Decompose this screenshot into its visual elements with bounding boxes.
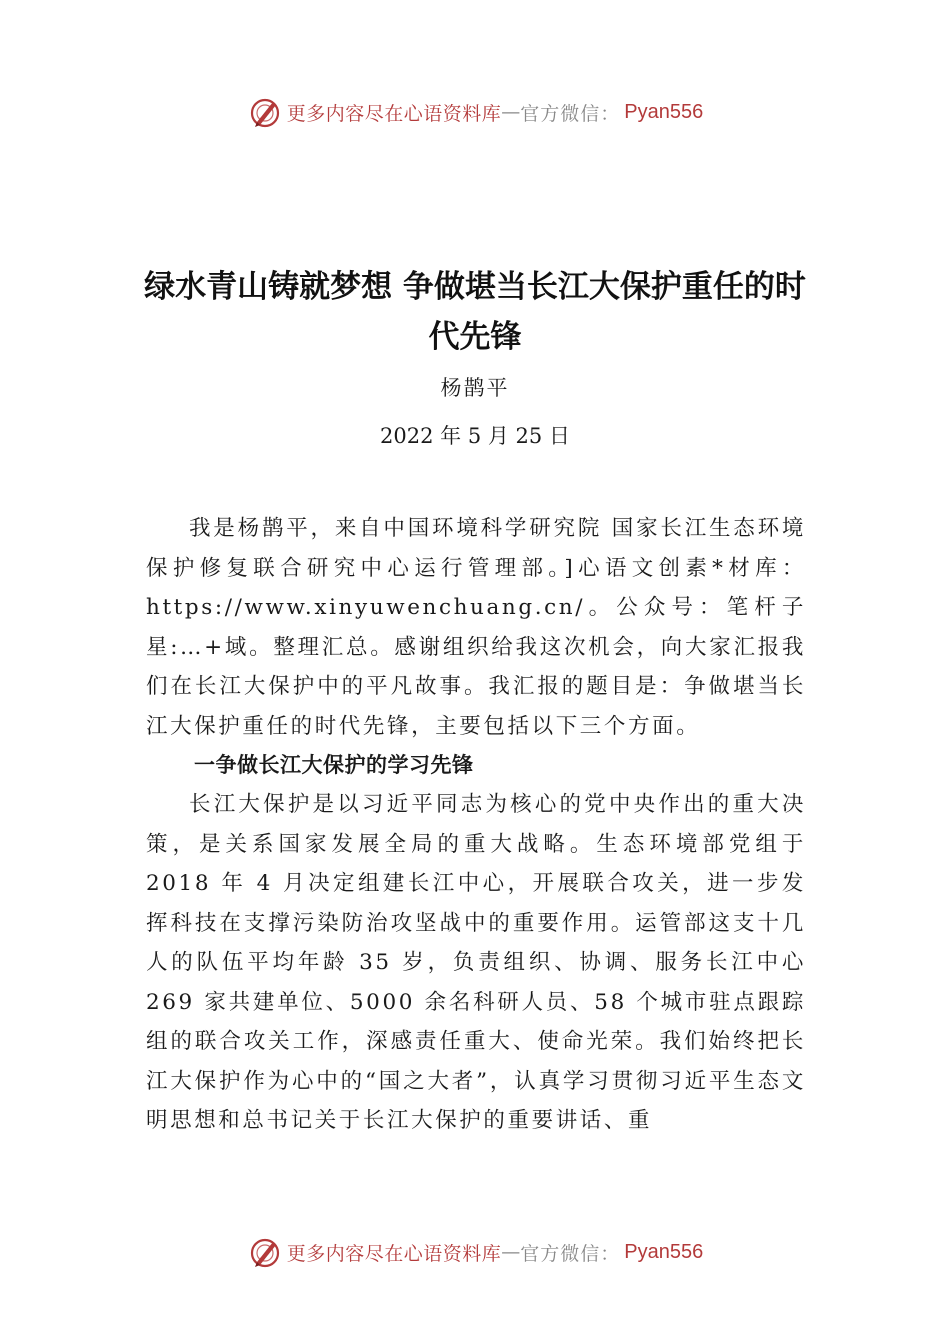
document-title: 绿水青山铸就梦想 争做堪当长江大保护重任的时代先锋: [144, 269, 806, 355]
banner-slogan: 更多内容尽在心语资料库: [286, 1242, 502, 1265]
pen-logo-icon: [247, 1234, 283, 1270]
banner-dash: —: [501, 101, 521, 123]
section-heading: 一争做长江大保护的学习先锋: [194, 753, 474, 777]
banner-dash: —: [501, 1241, 521, 1263]
header-banner: [0, 92, 950, 132]
banner-wechat-id: Pyan556: [624, 100, 704, 123]
banner-slogan: 更多内容尽在心语资料库: [286, 102, 502, 125]
document-author: 杨鹊平: [440, 376, 510, 400]
intro-paragraph: 我是杨鹊平，来自中国环境科学研究院 国家长江生态环境保护修复联合研究中心运行管理部。]心语文创素*材库：https://www.xinyuwenchuang.cn/。公众号：笔杆子星:…+域。整理汇总。感谢组织给我这次机会，向大家汇报我们在长江大保护中的平凡故事。我汇报的题目是：争做堪当长江大保护重任的时代先锋，主要包括以下三个方面。: [146, 516, 806, 739]
section-paragraph: 长江大保护是以习近平同志为核心的党中央作出的重大决策，是关系国家发展全局的重大战略。生态环境部党组于 2018 年 4 月决定组建长江中心，开展联合攻关，进一步发挥科技在支撑污染防治攻坚战中的重要作用。运管部这支十几人的队伍平均年龄 35 岁，负责组织、协调、服务长江中心 269 家共建单位、5000 余名科研人员、58 个城市驻点跟踪组的联合攻关工作，深感责任重大、使命光荣。我们始终把长江大保护作为心中的“国之大者”，认真学习贯彻习近平生态文明思想和总书记关于长江大保护的重要讲话、重: [146, 792, 806, 1133]
document-date: 2022 年 5 月 25 日: [380, 424, 570, 448]
banner-wechat-label: 官方微信：: [520, 1242, 621, 1265]
banner-wechat-label: 官方微信：: [520, 102, 621, 125]
banner-wechat-id: Pyan556: [624, 1240, 704, 1263]
document-body: [146, 509, 806, 1141]
footer-banner: [0, 1232, 950, 1272]
pen-logo-icon: [247, 94, 283, 130]
